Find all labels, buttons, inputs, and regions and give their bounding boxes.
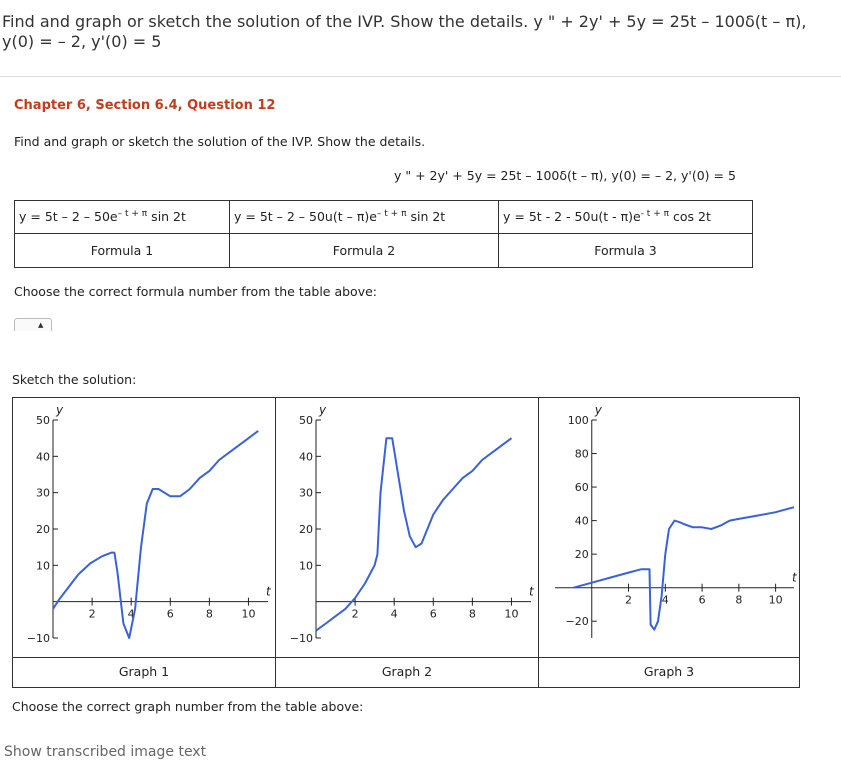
x-tick-label: 6 — [429, 607, 437, 621]
solution-curve — [53, 431, 258, 638]
caret-up-icon: ▲ — [38, 321, 44, 329]
show-transcribed-link[interactable]: Show transcribed image text — [4, 744, 207, 760]
x-tick-label: 4 — [661, 593, 669, 607]
x-tick-label: 2 — [625, 593, 633, 607]
formula-answer-dropdown[interactable] — [14, 318, 52, 331]
sketch-label: Sketch the solution: — [12, 372, 137, 387]
y-axis-label: y — [319, 403, 327, 417]
formula-3-label: Formula 3 — [499, 234, 753, 268]
graph-table — [12, 397, 800, 688]
x-tick-label: 2 — [88, 607, 96, 621]
y-tick-label: 10 — [299, 559, 313, 573]
y-tick-label: −20 — [565, 615, 589, 629]
x-tick-label: 4 — [390, 607, 398, 621]
x-tick-label: 4 — [127, 607, 135, 621]
formula-1-label: Formula 1 — [15, 234, 230, 268]
y-axis-label: y — [594, 403, 602, 417]
chapter-heading: Chapter 6, Section 6.4, Question 12 — [14, 98, 276, 113]
x-tick-label: 10 — [241, 607, 256, 621]
x-tick-label: 8 — [468, 607, 476, 621]
formula-3: $y = 5t - 2 - 50u(t - \pi)e^{- t + \pi}$ cos 2t — [499, 201, 753, 234]
y-axis-label: y — [56, 403, 64, 417]
solution-curve — [573, 507, 794, 629]
prompt-text: Find and graph or sketch the solution of the IVP. Show the details. — [14, 134, 426, 149]
divider — [0, 76, 841, 77]
y-tick-label: 80 — [574, 447, 589, 461]
formula-1: $y = 5t - 2 - 50e^{- t + \pi}$ sin 2t — [15, 201, 230, 234]
graph-2-label: Graph 2 — [276, 657, 539, 688]
formula-2-label: Formula 2 — [230, 234, 499, 268]
y-tick-label: 10 — [36, 559, 50, 573]
y-tick-label: 30 — [299, 486, 313, 500]
y-tick-label: 40 — [299, 450, 313, 464]
x-tick-label: 8 — [205, 607, 213, 621]
x-tick-label: 8 — [735, 593, 743, 607]
question-title: Find and graph or sketch the solution of the IVP. Show the details. y " + 2y' + 5y = 25t – 100δ(t – π), y(0) = – 2, y'(0) = 5 — [2, 12, 807, 51]
graph-3-label: Graph 3 — [539, 657, 799, 688]
y-tick-label: 100 — [567, 414, 589, 427]
y-tick-label: 40 — [36, 450, 50, 464]
x-tick-label: 6 — [698, 593, 706, 607]
y-tick-label: 50 — [36, 414, 50, 427]
graph-2-cell — [276, 398, 539, 657]
x-axis-label: t — [529, 584, 534, 599]
graph-3-cell — [539, 398, 799, 657]
y-tick-label: 20 — [299, 523, 313, 536]
formula-choose-prompt: Choose the correct formula number from the table above: — [14, 284, 378, 299]
graph-choose-prompt: Choose the correct graph number from the table above: — [12, 699, 364, 714]
x-axis-label: t — [792, 570, 797, 585]
x-tick-label: 10 — [768, 593, 783, 607]
y-tick-label: 20 — [36, 523, 50, 536]
x-tick-label: 6 — [166, 607, 174, 621]
graph-1-label: Graph 1 — [13, 657, 276, 688]
x-axis-label: t — [266, 584, 271, 599]
formula-table — [14, 200, 753, 268]
y-tick-label: 40 — [574, 514, 589, 528]
formula-2: $y = 5t - 2 - 50u(t - \pi)e^{- t + \pi}$ sin 2t — [230, 201, 499, 234]
y-tick-label: 60 — [574, 481, 589, 495]
graph-1-cell — [13, 398, 276, 657]
x-tick-label: 2 — [351, 607, 359, 621]
x-tick-label: 10 — [504, 607, 519, 621]
y-tick-label: 50 — [299, 414, 313, 427]
y-tick-label: −10 — [289, 632, 313, 645]
y-tick-label: 20 — [574, 548, 589, 562]
y-tick-label: 30 — [36, 486, 50, 500]
y-tick-label: −10 — [26, 632, 50, 645]
ivp-equation: y " + 2y' + 5y = 25t – 100δ(t – π), y(0) = – 2, y'(0) = 5 — [394, 168, 736, 183]
